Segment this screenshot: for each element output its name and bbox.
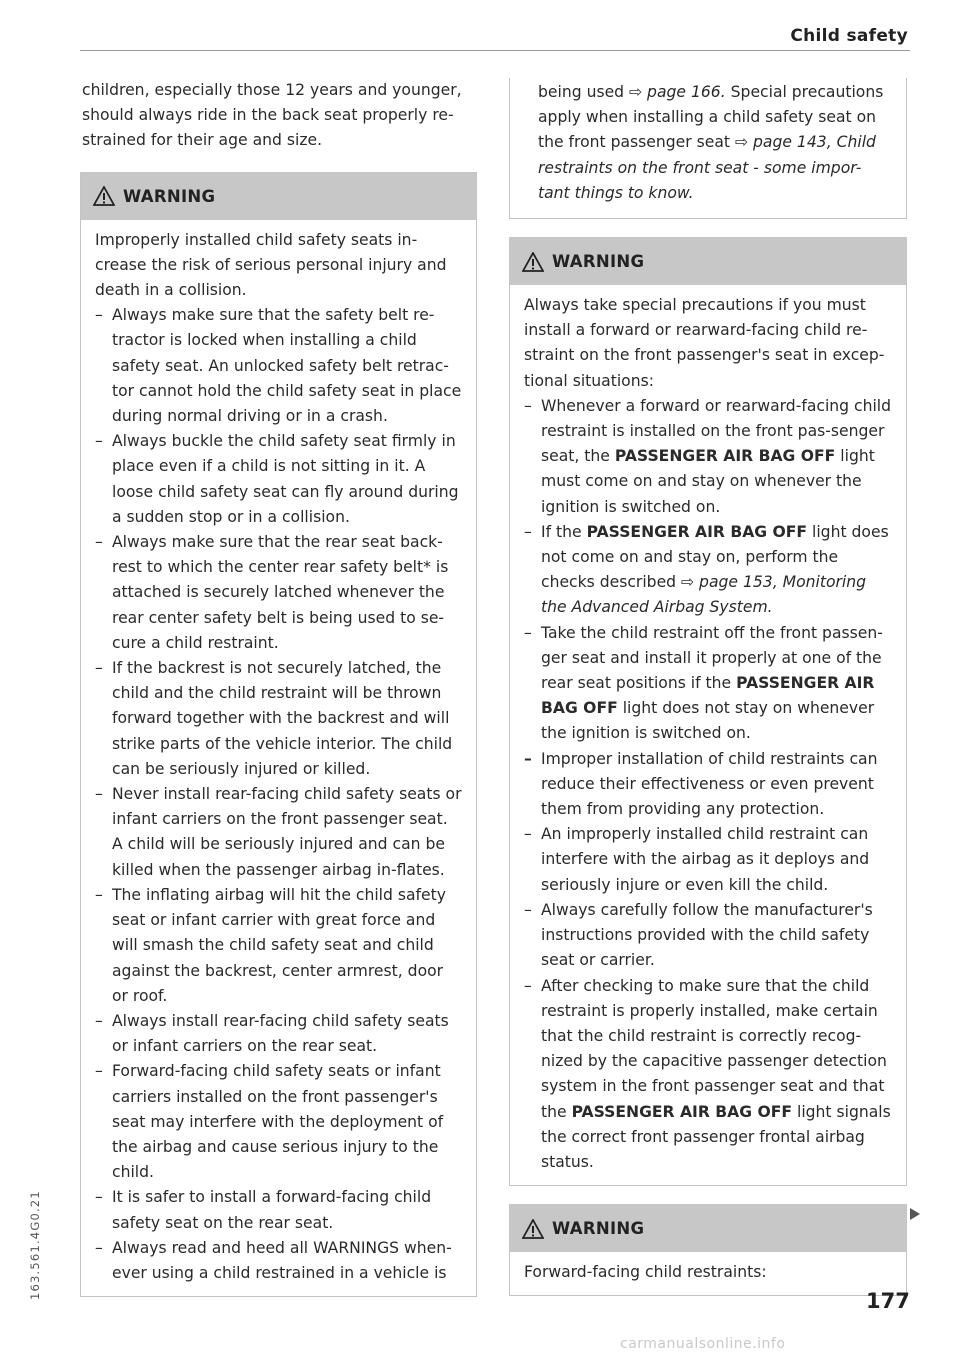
page-ref-166[interactable]: ⇨ page 166. — [629, 83, 726, 101]
list-item: – Never install rear-facing child safety seats or infant carriers on the front passenger seat. A child will be seriously injured and can be killed when the passenger airbag in-flates. — [95, 782, 462, 883]
page-number: 177 — [866, 1289, 910, 1313]
right-column — [509, 78, 907, 1296]
warning-label: WARNING — [552, 251, 645, 271]
section-title: Child safety — [790, 26, 908, 46]
passenger-airbag-off-label: PASSENGER AIR BAG OFF — [614, 447, 836, 466]
left-column — [80, 78, 477, 1297]
list-item: – Improper installation of child restraints can reduce their effectiveness or even prevent them from providing any protection. — [524, 747, 892, 823]
continued-text-a: being used — [538, 83, 630, 101]
list-item: – Forward-facing child safety seats or infant carriers installed on the front passenger's seat may interfere with the deployment of the airbag and cause serious injury to the child. — [95, 1059, 462, 1185]
list-item: – Whenever a forward or rearward-facing child restraint is installed on the front pas-senger seat, the PASSENGER AIR BAG OFF light must come on and stay on whenever the ignition is switched on. — [524, 394, 892, 520]
continue-arrow-icon[interactable] — [910, 1208, 920, 1220]
footer-watermark: carmanualsonline.info — [620, 1336, 786, 1352]
passenger-airbag-off-label: PASSENGER AIR BAG OFF — [586, 522, 808, 541]
warning-body — [510, 1252, 906, 1295]
list-item: – Always install rear-facing child safety seats or infant carriers on the rear seat. — [95, 1009, 462, 1059]
warning-label: WARNING — [552, 1219, 645, 1239]
page-ref-153[interactable]: ⇨ page 153, Monitoring the Advanced Airbag System. — [541, 573, 867, 617]
list-item: – Always carefully follow the manufacturer's instructions provided with the child safety seat or carrier. — [524, 898, 892, 974]
warning-list — [95, 303, 462, 1286]
passenger-airbag-off-label: PASSENGER AIR BAG OFF — [541, 674, 875, 718]
list-item: – The inflating airbag will hit the child safety seat or infant carrier with great force and will smash the child safety seat and child against the backrest, center armrest, door or roof. — [95, 883, 462, 1009]
list-item: – Always make sure that the rear seat back-rest to which the center rear safety belt* is attached is securely latched whenever the rear center safety belt is being used to se-cure a child restraint. — [95, 530, 462, 656]
continued-text-b: Special precautions apply when installing a child safety seat on the front passenger seat — [538, 83, 884, 152]
warning-intro: Improperly installed child safety seats in-crease the risk of serious personal injury and death in a collision. — [95, 230, 447, 300]
list-item: – Always read and heed all WARNINGS when-ever using a child restrained in a vehicle is — [95, 1236, 462, 1286]
page-ref-143[interactable]: ⇨ page 143, Child restraints on the front seat - some impor-tant things to know. — [538, 133, 876, 202]
warning-triangle-icon — [522, 1219, 544, 1239]
warning-triangle-icon — [522, 252, 544, 272]
list-item: – If the backrest is not securely latched, the child and the child restraint will be thrown forward together with the backrest and will strike parts of the vehicle interior. The child can be seriously injured or killed. — [95, 656, 462, 782]
intro-paragraph: children, especially those 12 years and younger, should always ride in the back seat properly re-strained for their age and size. — [82, 81, 462, 150]
warning-label: WARNING — [123, 186, 216, 206]
list-item: – Always buckle the child safety seat firmly in place even if a child is not sitting in it. A loose child safety seat can fly around during a sudden stop or in a collision. — [95, 429, 462, 530]
continued-text — [538, 80, 892, 206]
warning-box-right — [509, 237, 907, 1186]
warning-body — [510, 285, 906, 1185]
warning-list — [524, 394, 892, 1175]
list-item: – After checking to make sure that the child restraint is properly installed, make certain that the child restraint is correctly recog-nized by the capacitive passenger detection system in the front passenger seat and that the PASSENGER AIR BAG OFF light signals the correct front passenger frontal airbag status. — [524, 974, 892, 1176]
list-item: – Always make sure that the safety belt re-tractor is locked when installing a child safety seat. An unlocked safety belt retrac-tor cannot hold the child safety seat in place during normal driving or in a crash. — [95, 303, 462, 429]
passenger-airbag-off-label: PASSENGER AIR BAG OFF — [571, 1102, 793, 1121]
continued-warning-box — [509, 78, 907, 219]
warning-header — [510, 238, 906, 285]
warning-box-left — [80, 172, 477, 1298]
list-item: – It is safer to install a forward-facing child safety seat on the rear seat. — [95, 1185, 462, 1235]
warning-body — [81, 220, 476, 1297]
warning-triangle-icon — [93, 186, 115, 206]
warning-intro: Always take special precautions if you must install a forward or rearward-facing child re-straint on the front passenger's seat in excep-tional situations: — [524, 296, 885, 390]
warning-header — [510, 1205, 906, 1252]
header-rule — [80, 50, 910, 51]
warning-box-right-2 — [509, 1204, 907, 1296]
warning-header — [81, 173, 476, 220]
warning-intro: Forward-facing child restraints: — [524, 1263, 767, 1282]
list-item: – If the PASSENGER AIR BAG OFF light does not come on and stay on, perform the checks described ⇨ page 153, Monitoring the Advanced Airbag System. — [524, 520, 892, 621]
list-item: – An improperly installed child restraint can interfere with the airbag as it deploys and seriously injure or even kill the child. — [524, 822, 892, 898]
list-item: – Take the child restraint off the front passen-ger seat and install it properly at one of the rear seat positions if the PASSENGER AIR BAG OFF light does not stay on whenever the ignition is switched on. — [524, 621, 892, 747]
document-code: 163.561.4G0.21 — [28, 1190, 42, 1300]
